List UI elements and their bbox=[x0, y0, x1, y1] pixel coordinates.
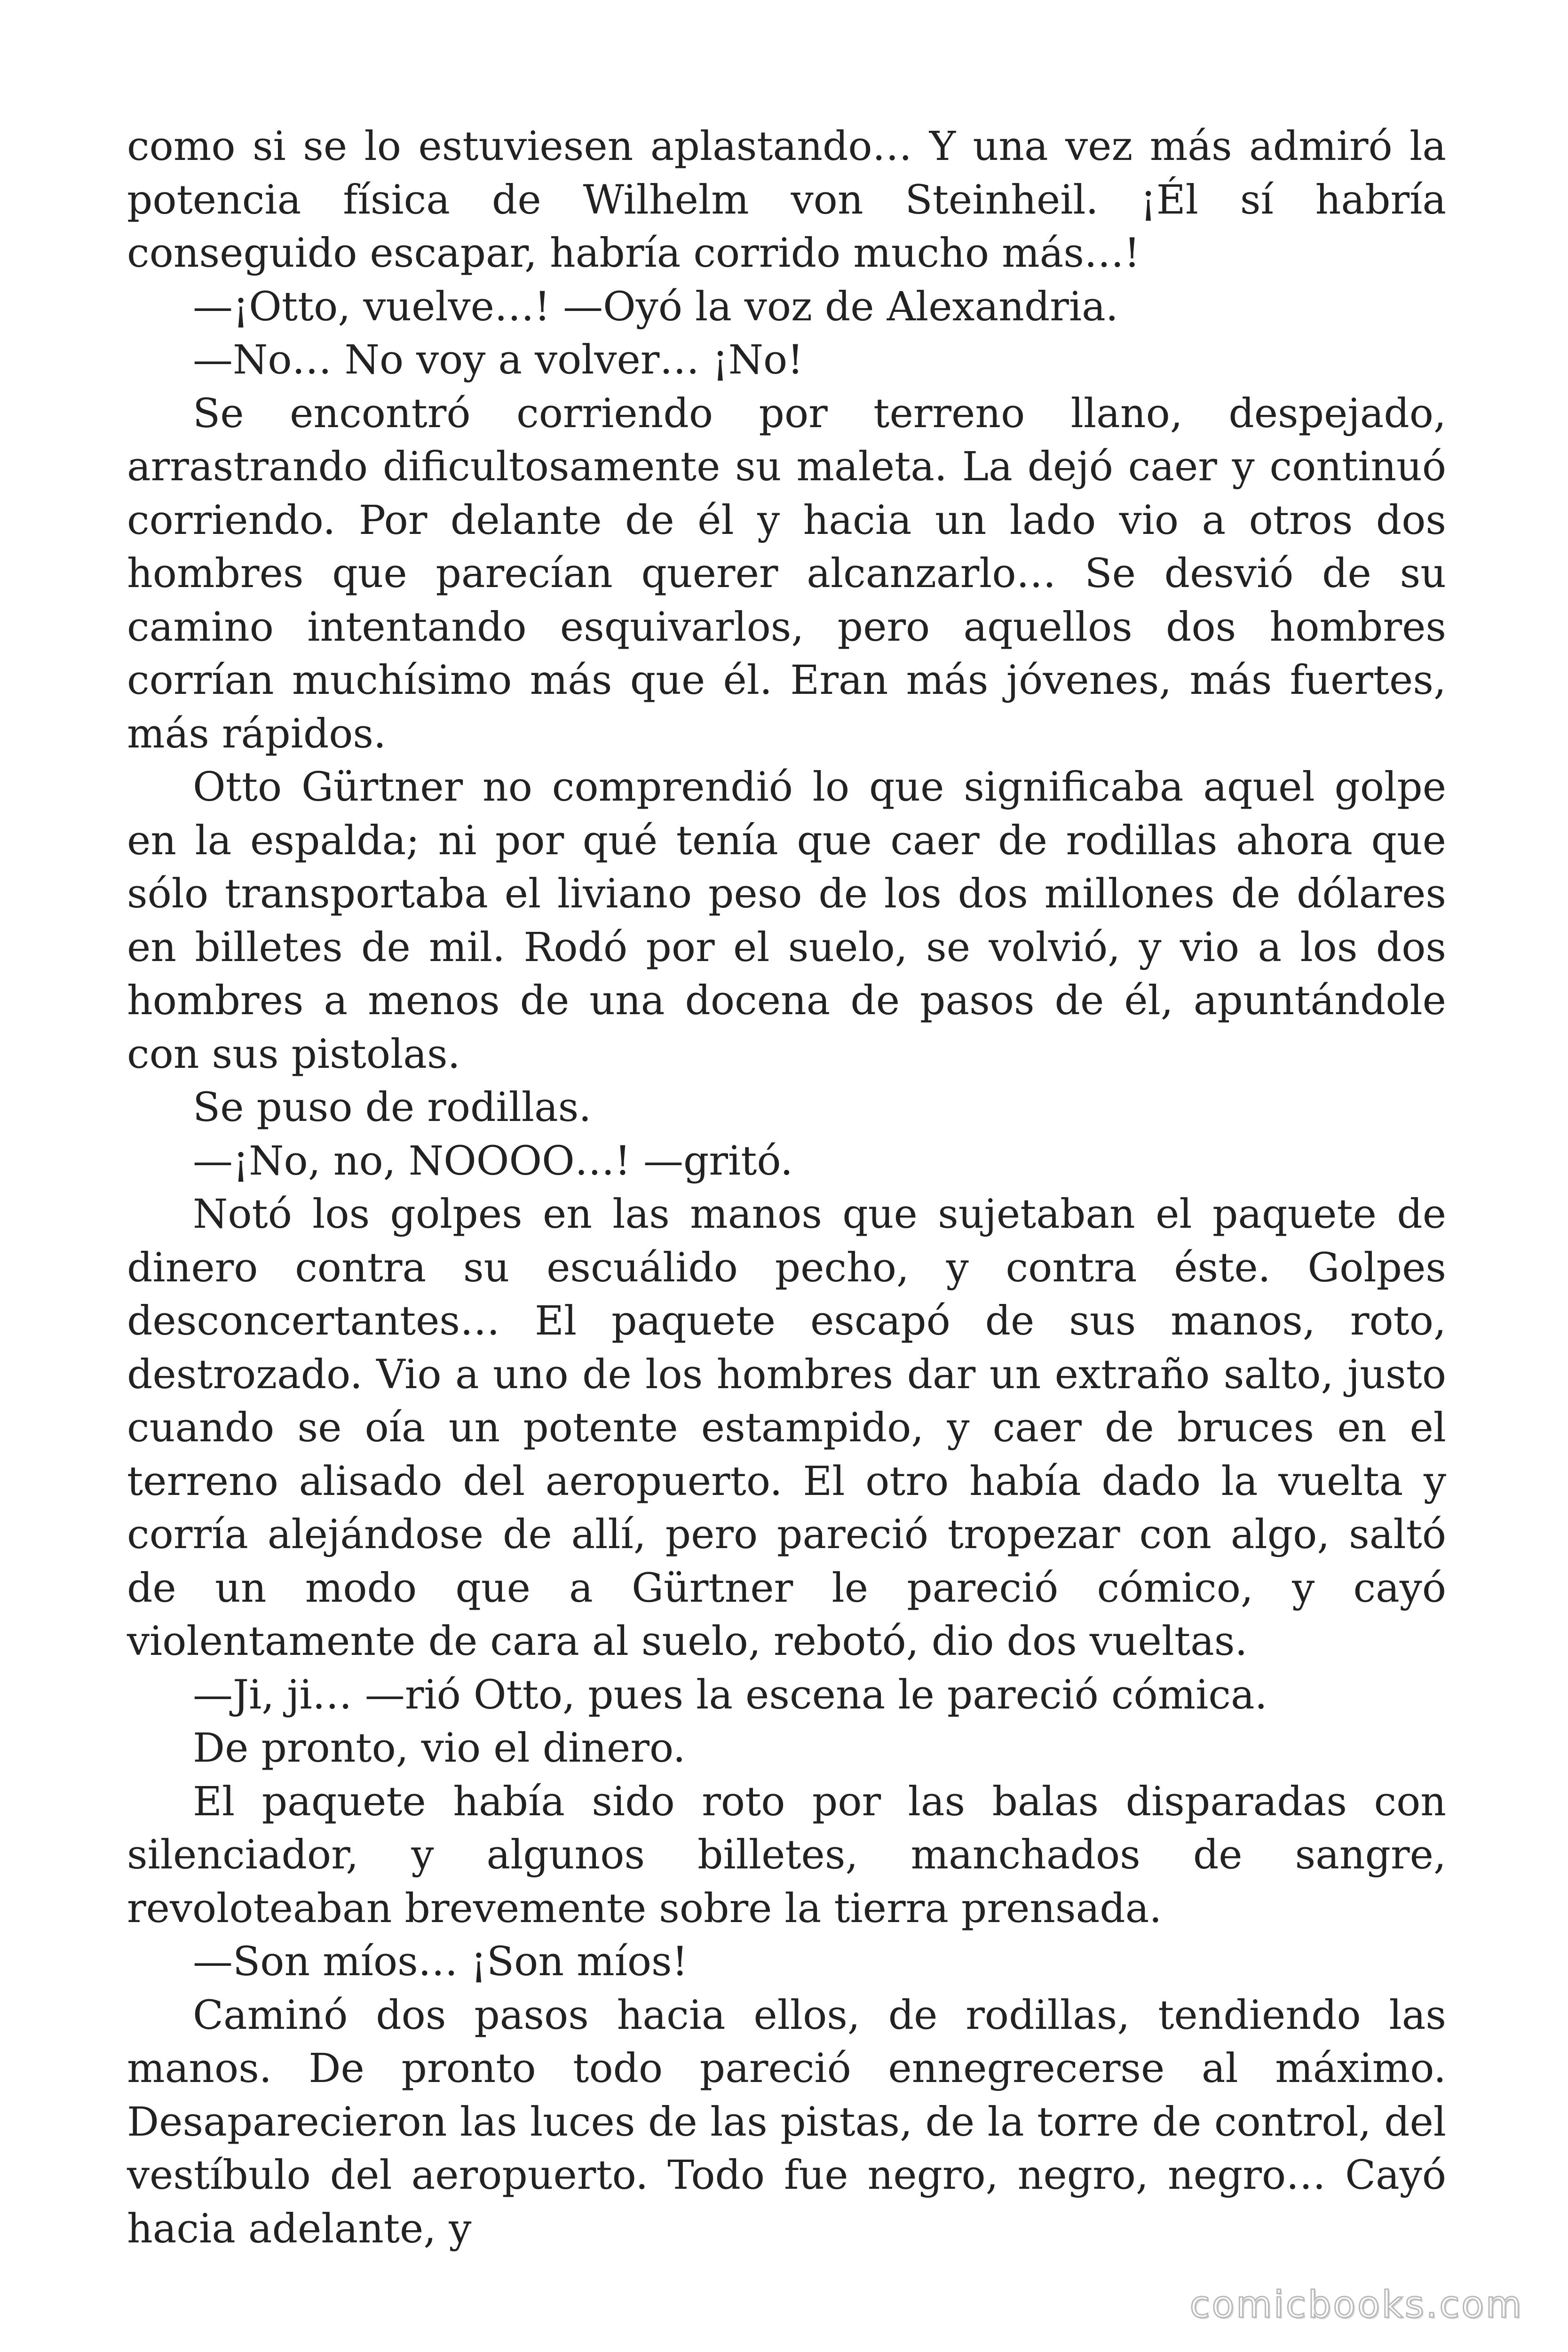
page-body bbox=[127, 120, 1446, 2256]
paragraph-4: Se encontró corriendo por terreno llano, despejado, arrastrando dificultosamente su maleta. La dejó caer y continuó corriendo. Por delante de él y hacia un lado vio a otros dos hombres que parecían querer alcanzarlo… Se desvió de su camino intentando esquivarlos, pero aquellos dos hombres corrían muchísimo más que él. Eran más jóvenes, más fuertes, más rápidos. bbox=[127, 390, 1446, 757]
watermark: comicbooks.com bbox=[1189, 2284, 1523, 2326]
paragraph-5: Otto Gürtner no comprendió lo que significaba aquel golpe en la espalda; ni por qué tenía que caer de rodillas ahora que sólo transportaba el liviano peso de los dos millones de dólares en billetes de mil. Rodó por el suelo, se volvió, y vio a los dos hombres a menos de una docena de pasos de él, apuntándole con sus pistolas. bbox=[127, 764, 1446, 1078]
paragraph-3: —No… No voy a volver… ¡No! bbox=[193, 337, 804, 383]
paragraph-10: De pronto, vio el dinero. bbox=[193, 1725, 686, 1772]
paragraph-7: —¡No, no, NOOOO…! —gritó. bbox=[193, 1137, 793, 1184]
paragraph-6: Se puso de rodillas. bbox=[193, 1084, 592, 1131]
paragraph-11: El paquete había sido roto por las balas disparadas con silenciador, y algunos billetes, manchados de sangre, revoloteaban brevemente sobre la tierra prensada. bbox=[127, 1778, 1446, 1932]
paragraph-12: —Son míos… ¡Son míos! bbox=[193, 1939, 688, 1985]
paragraph-2: —¡Otto, vuelve…! —Oyó la voz de Alexandria. bbox=[193, 283, 1118, 330]
paragraph-1: como si se lo estuviesen aplastando… Y una vez más admiró la potencia física de Wilhelm von Steinheil. ¡Él sí habría conseguido escapar, habría corrido mucho más…! bbox=[127, 123, 1446, 277]
paragraph-8: Notó los golpes en las manos que sujetaban el paquete de dinero contra su escuálido pecho, y contra éste. Golpes desconcertantes… El paquete escapó de sus manos, roto, destrozado. Vio a uno de los hombres dar un extraño salto, justo cuando se oía un potente estampido, y caer de bruces en el terreno alisado del aeropuerto. El otro había dado la vuelta y corría alejándose de allí, pero pareció tropezar con algo, saltó de un modo que a Gürtner le pareció cómico, y cayó violentamente de cara al suelo, rebotó, dio dos vueltas. bbox=[127, 1191, 1446, 1665]
paragraph-9: —Ji, ji… —rió Otto, pues la escena le pareció cómica. bbox=[193, 1671, 1267, 1718]
paragraph-13: Caminó dos pasos hacia ellos, de rodillas, tendiendo las manos. De pronto todo pareció ennegrecerse al máximo. Desaparecieron las luces de las pistas, de la torre de control, del vestíbulo del aeropuerto. Todo fue negro, negro, negro… Cayó hacia adelante, y bbox=[127, 1992, 1446, 2252]
